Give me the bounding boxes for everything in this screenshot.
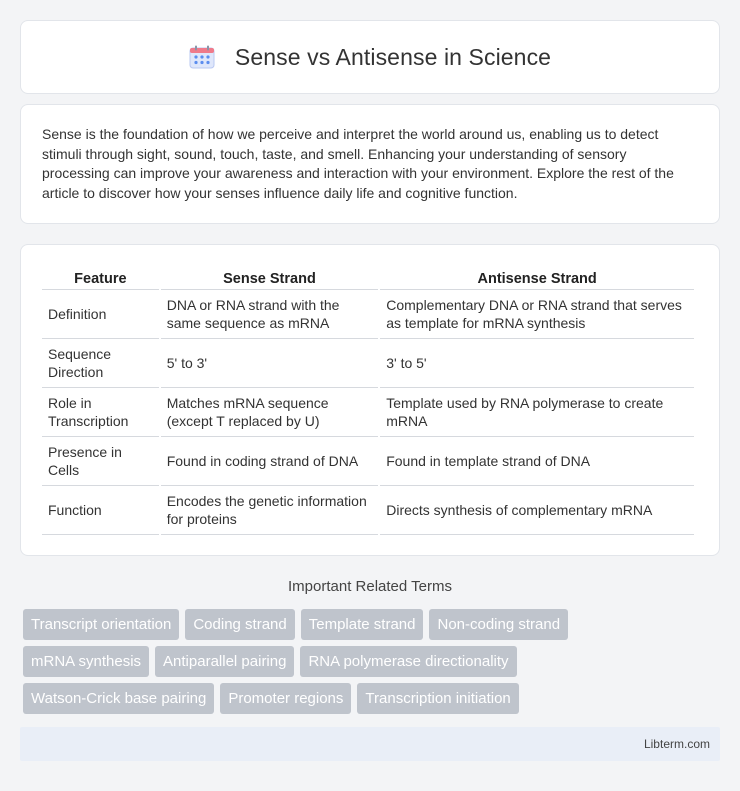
table-cell: Found in coding strand of DNA xyxy=(161,437,379,486)
table-cell: Function xyxy=(42,486,159,535)
term-row xyxy=(23,646,723,677)
table-cell: 5' to 3' xyxy=(161,339,379,388)
table-cell: Matches mRNA sequence (except T replaced by U) xyxy=(161,388,379,437)
table-cell: Template used by RNA polymerase to create mRNA xyxy=(380,388,694,437)
term-row xyxy=(23,683,723,714)
comparison-table-card xyxy=(20,244,720,556)
table-cell: Role in Transcription xyxy=(42,388,159,437)
table-row xyxy=(42,388,694,437)
table-cell: Complementary DNA or RNA strand that serves as template for mRNA synthesis xyxy=(380,290,694,339)
term-tag[interactable]: RNA polymerase directionality xyxy=(300,646,516,677)
table-cell: Directs synthesis of complementary mRNA xyxy=(380,486,694,535)
term-tag[interactable]: Antiparallel pairing xyxy=(155,646,294,677)
term-tag[interactable]: Transcription initiation xyxy=(357,683,518,714)
table-cell: 3' to 5' xyxy=(380,339,694,388)
table-row xyxy=(42,437,694,486)
term-tag[interactable]: Transcript orientation xyxy=(23,609,179,640)
term-tag[interactable]: Non-coding strand xyxy=(429,609,568,640)
intro-card xyxy=(20,104,720,224)
related-terms-title: Important Related Terms xyxy=(288,578,452,595)
footer xyxy=(20,727,720,761)
related-terms xyxy=(23,609,723,720)
table-cell: DNA or RNA strand with the same sequence as mRNA xyxy=(161,290,379,339)
table-header-row xyxy=(42,265,694,290)
comparison-table xyxy=(40,265,696,535)
table-cell: Presence in Cells xyxy=(42,437,159,486)
term-tag[interactable]: Coding strand xyxy=(185,609,294,640)
calendar-grid-icon xyxy=(189,45,215,69)
header-card xyxy=(20,20,720,94)
footer-site-link[interactable]: Libterm.com xyxy=(643,737,710,751)
term-tag[interactable]: Template strand xyxy=(301,609,424,640)
term-row xyxy=(23,609,723,640)
page-title: Sense vs Antisense in Science xyxy=(234,43,552,70)
term-tag[interactable]: mRNA synthesis xyxy=(23,646,149,677)
header-feature: Feature xyxy=(42,265,159,290)
table-row xyxy=(42,290,694,339)
table-row xyxy=(42,486,694,535)
table-cell: Found in template strand of DNA xyxy=(380,437,694,486)
header xyxy=(189,44,551,71)
intro-text: Sense is the foundation of how we perceive and interpret the world around us, enabling us to detect stimuli through sight, sound, touch, taste, and smell. Enhancing your understanding of sensory processing can improve your awareness and interaction with your environment. Explore the rest of the article to discover how your senses influence daily life and cognitive function. xyxy=(42,126,674,201)
table-row xyxy=(42,339,694,388)
header-sense-strand: Sense Strand xyxy=(161,265,379,290)
table-cell: Definition xyxy=(42,290,159,339)
table-cell: Encodes the genetic information for proteins xyxy=(161,486,379,535)
term-tag[interactable]: Watson-Crick base pairing xyxy=(23,683,214,714)
term-tag[interactable]: Promoter regions xyxy=(220,683,351,714)
header-antisense-strand: Antisense Strand xyxy=(380,265,694,290)
table-cell: Sequence Direction xyxy=(42,339,159,388)
